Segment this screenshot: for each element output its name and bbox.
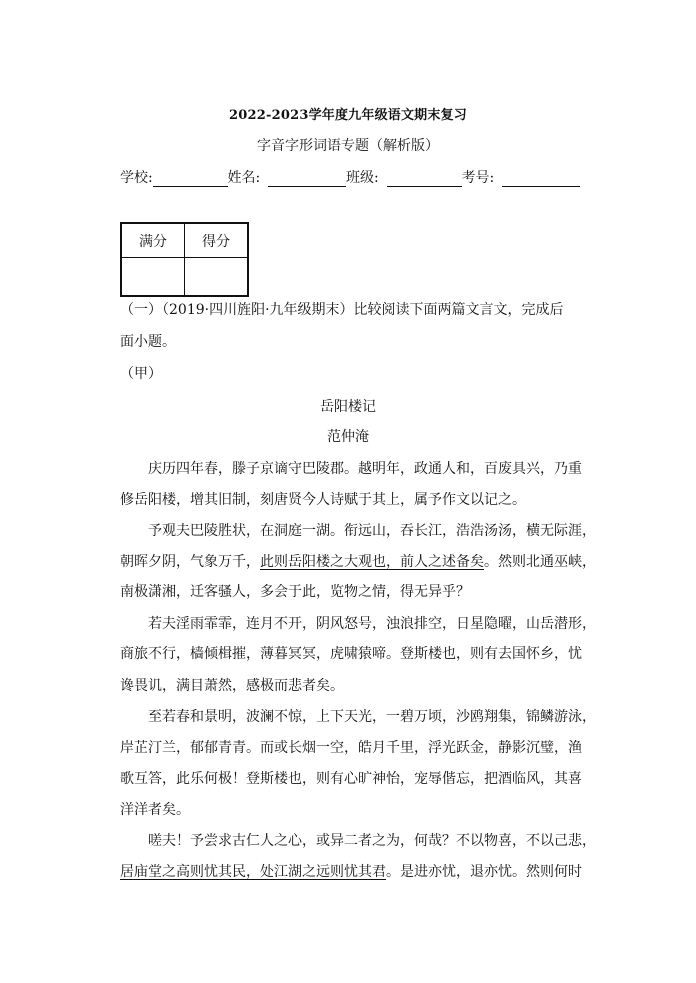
essay-line: 歌互答，此乐何极！登斯楼也，则有心旷神怡，宠辱偕忘，把酒临风，其喜 — [120, 771, 582, 787]
essay-line: 嗟夫！予尝求古仁人之心，或异二者之为，何哉？不以物喜，不以己悲， — [148, 833, 596, 849]
essay-text: 。然则北通巫峡， — [484, 554, 596, 570]
essay-line: 至若春和景明，波澜不惊，上下天光，一碧万顷，沙鸥翔集，锦鳞游泳， — [148, 709, 596, 725]
school-label: 学校: — [120, 170, 153, 186]
essay-text: 。是进亦忧，退亦忧。然则何时 — [386, 864, 582, 880]
exam-number-field[interactable] — [502, 170, 580, 187]
essay-line: 洋洋者矣。 — [120, 802, 190, 818]
essay-author: 范仲淹 — [327, 429, 369, 445]
full-score-header: 满分 — [121, 223, 185, 258]
essay-line: 南极潇湘，迁客骚人，多会于此，览物之情，得无异乎？ — [120, 584, 470, 600]
name-field[interactable] — [268, 170, 346, 187]
essay-text: 朝晖夕阴，气象万千， — [120, 554, 260, 570]
class-label: 班级: — [346, 170, 379, 186]
student-info-row — [120, 165, 580, 187]
essay-line-mixed — [120, 862, 580, 882]
essay-line-mixed — [120, 552, 596, 572]
full-score-cell[interactable] — [121, 258, 185, 297]
essay-line: 岸芷汀兰，郁郁青青。而或长烟一空，皓月千里，浮光跃金，静影沉璧，渔 — [120, 740, 582, 756]
class-field[interactable] — [387, 170, 462, 187]
document-title: 2022-2023学年度九年级语文期末复习 — [229, 108, 467, 123]
exam-number-label: 考号: — [461, 170, 495, 186]
school-field[interactable] — [153, 170, 228, 187]
part-label: （甲） — [120, 366, 162, 382]
essay-line: 予观夫巴陵胜状，在洞庭一湖。衔远山，吞长江，浩浩汤汤，横无际涯， — [148, 523, 596, 539]
essay-title: 岳阳楼记 — [320, 399, 376, 415]
underlined-sentence: 居庙堂之高则忧其民，处江湖之远则忧其君 — [120, 864, 386, 880]
score-header: 得分 — [185, 223, 249, 258]
question-intro-line-2: 面小题。 — [120, 334, 176, 350]
score-cell[interactable] — [185, 258, 249, 297]
essay-line: 庆历四年春，滕子京谪守巴陵郡。越明年，政通人和，百废具兴，乃重 — [148, 461, 582, 477]
score-table — [120, 222, 249, 297]
name-label: 姓名: — [227, 170, 261, 186]
essay-line: 修岳阳楼，增其旧制，刻唐贤今人诗赋于其上，属予作文以记之。 — [120, 492, 526, 508]
document-subtitle: 字音字形词语专题（解析版） — [257, 138, 439, 154]
question-intro-line-1: （一）（2019·四川旌阳·九年级期末）比较阅读下面两篇文言文，完成后 — [120, 302, 564, 318]
essay-line: 若夫淫雨霏霏，连月不开，阴风怒号，浊浪排空，日星隐曜，山岳潜形， — [148, 616, 596, 632]
essay-line: 商旅不行，樯倾楫摧，薄暮冥冥，虎啸猿啼。登斯楼也，则有去国怀乡，忧 — [120, 646, 582, 662]
underlined-sentence: 此则岳阳楼之大观也，前人之述备矣 — [260, 554, 484, 570]
essay-line: 谗畏讥，满目萧然，感极而悲者矣。 — [120, 678, 344, 694]
